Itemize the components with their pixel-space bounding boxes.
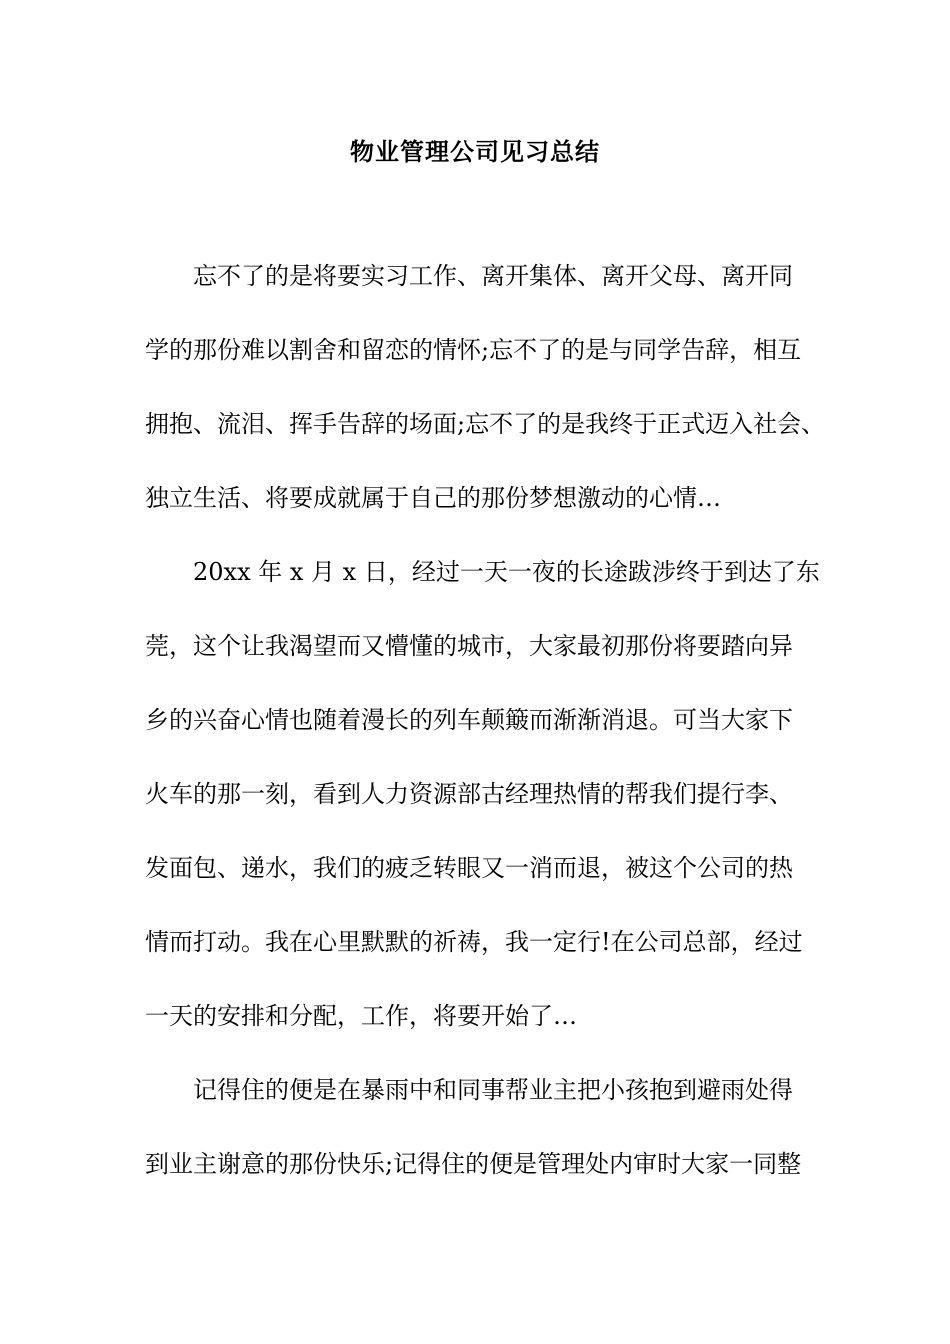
text-line: 发面包、递水，我们的疲乏转眼又一消而退，被这个公司的热: [145, 854, 793, 882]
text-line: 情而打动。我在心里默默的祈祷，我一定行!在公司总部，经过: [145, 928, 803, 956]
text-line: 火车的那一刻，看到人力资源部古经理热情的帮我们提行李、: [145, 780, 793, 808]
text-line: 莞，这个让我渴望而又懵懂的城市，大家最初那份将要踏向异: [145, 632, 793, 660]
text-line: 独立生活、将要成就属于自己的那份梦想激动的心情…: [145, 484, 721, 512]
text-line: 20xx 年 x 月 x 日，经过一天一夜的长途跋涉终于到达了东: [193, 558, 820, 586]
text-line: 一天的安排和分配，工作，将要开始了…: [145, 1002, 577, 1030]
text-line: 学的那份难以割舍和留恋的情怀;忘不了的是与同学告辞，相互: [145, 336, 802, 364]
text-line: 乡的兴奋心情也随着漫长的列车颠簸而渐渐消退。可当大家下: [145, 706, 793, 734]
document-title: 物业管理公司见习总结: [350, 137, 600, 166]
document-body: [145, 256, 826, 1218]
text-line: 忘不了的是将要实习工作、离开集体、离开父母、离开同: [193, 262, 793, 290]
text-line: 到业主谢意的那份快乐;记得住的便是管理处内审时大家一同整: [145, 1150, 802, 1178]
text-line: 拥抱、流泪、挥手告辞的场面;忘不了的是我终于正式迈入社会、: [145, 410, 826, 438]
text-line: 记得住的便是在暴雨中和同事帮业主把小孩抱到避雨处得: [193, 1076, 793, 1104]
